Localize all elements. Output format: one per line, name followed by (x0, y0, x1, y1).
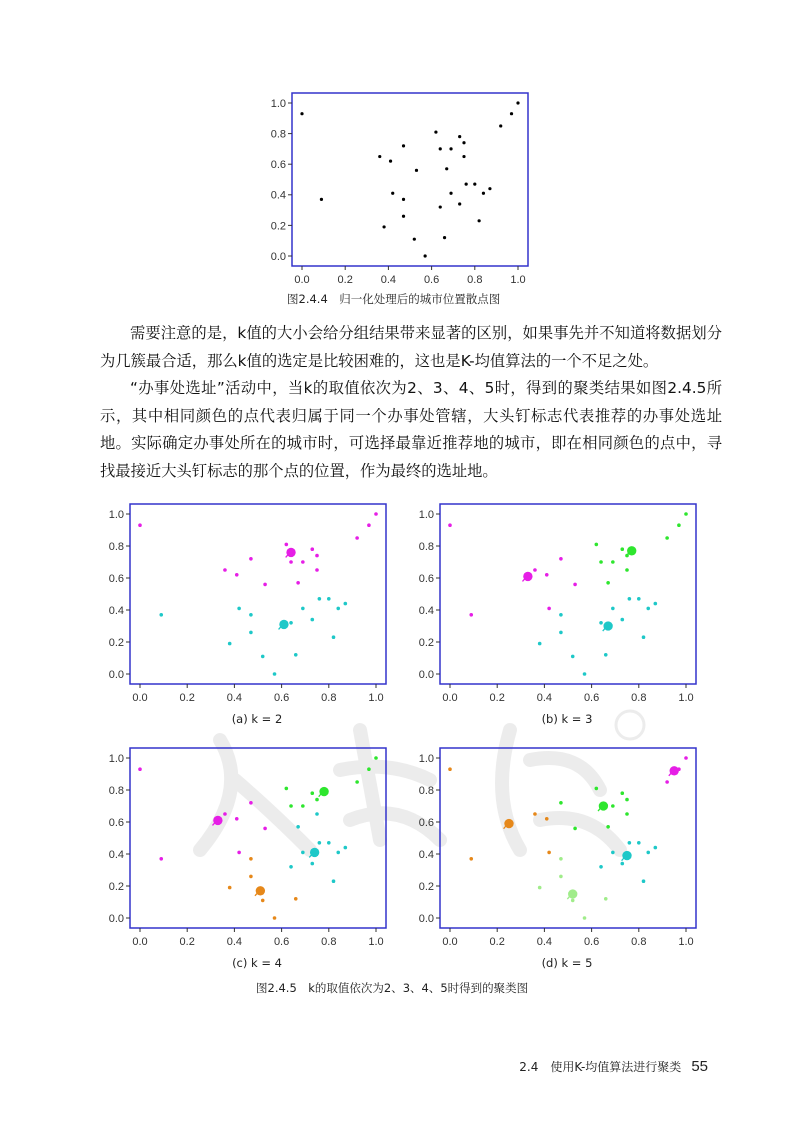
data-point (439, 205, 442, 208)
data-point-cyan (611, 607, 615, 611)
plot-frame (292, 93, 528, 266)
data-point-cyan (611, 851, 615, 855)
data-point-green (677, 523, 681, 527)
x-tick-label: 1.0 (678, 936, 694, 948)
y-tick-label: 0.6 (270, 159, 286, 172)
data-point (378, 155, 381, 158)
footer-section-title: 2.4 使用K-均值算法进行聚类 (519, 1060, 682, 1074)
data-point-cyan (642, 635, 646, 639)
data-point-orange (469, 857, 473, 861)
x-tick-label: 0.8 (321, 936, 337, 948)
data-point-magenta (355, 536, 359, 540)
data-point-orange (545, 817, 549, 821)
subcaption-k3: (b) k = 3 (541, 712, 593, 726)
data-point (391, 192, 394, 195)
data-point-magenta (559, 557, 563, 561)
data-point-cyan (336, 851, 340, 855)
data-point-cyan (620, 618, 624, 622)
pushpin-centroid-cyan (622, 851, 632, 861)
data-point-orange (294, 897, 298, 901)
data-point-magenta (237, 851, 241, 855)
data-point-cyan (628, 597, 632, 601)
pushpin-centroid-magenta (286, 548, 296, 558)
paragraph-site-selection: “办事处选址”活动中，当k的取值依次为2、3、4、5时，得到的聚类结果如图2.4.5所示，其中相同颜色的点代表归属于同一个办事处管辖，大头钉标志代表推荐的办事处选址地。实际确定办事处所在的城市时，可选择最靠近推荐地的城市，即在相同颜色的点中，寻找最接近大头钉标志的那个点的位置，作为最终的选址地。 (100, 379, 722, 480)
data-point-cyan (318, 597, 322, 601)
x-tick-label: 0.4 (536, 692, 553, 704)
data-point-cyan (344, 602, 348, 606)
data-point-cyan (249, 613, 253, 617)
data-point-green (285, 787, 289, 791)
y-tick-label: 1.0 (418, 508, 434, 521)
chart-cluster-k5 (402, 740, 712, 956)
data-point-cyan (646, 851, 650, 855)
data-point-magenta (367, 523, 371, 527)
y-tick-label: 0.4 (270, 189, 286, 202)
data-point-cyan (310, 618, 314, 622)
y-tick-label: 0.2 (418, 880, 434, 893)
data-point-lightgreen (583, 916, 587, 920)
data-point-magenta (249, 557, 253, 561)
x-tick-label: 0.6 (583, 692, 600, 704)
data-point-magenta (138, 523, 142, 527)
x-tick-label: 1.0 (368, 692, 384, 704)
y-tick-label: 0.0 (418, 912, 434, 925)
data-point-magenta (223, 812, 227, 816)
data-point-green (684, 512, 688, 516)
y-tick-label: 1.0 (108, 752, 124, 765)
data-point (320, 198, 323, 201)
pushpin-centroid-cyan (603, 621, 613, 631)
x-tick-label: 0.0 (442, 692, 458, 704)
data-point-cyan (559, 613, 563, 617)
pushpin-centroid-green (626, 546, 636, 556)
data-point-green (625, 798, 629, 802)
data-point-cyan (237, 607, 241, 611)
data-point-orange (448, 767, 452, 771)
data-point-cyan (332, 879, 336, 883)
data-point (300, 112, 303, 115)
subcaption-k5: (d) k = 5 (541, 956, 593, 970)
data-point-cyan (294, 653, 298, 657)
data-point-green (374, 756, 378, 760)
data-point-cyan (332, 635, 336, 639)
y-tick-label: 0.4 (418, 604, 434, 617)
data-point-cyan (318, 841, 322, 845)
data-point-magenta (315, 568, 319, 572)
data-point (424, 254, 427, 257)
data-point-green (611, 804, 615, 808)
x-tick-label: 0.6 (273, 692, 290, 704)
data-point (449, 147, 452, 150)
data-point-green (620, 547, 624, 551)
data-point-cyan (642, 879, 646, 883)
data-point-orange (261, 899, 265, 903)
data-point-cyan (315, 812, 319, 816)
y-tick-label: 0.6 (418, 572, 434, 585)
figure-caption-top: 图2.4.4 归一化处理后的城市位置散点图 (287, 292, 501, 306)
x-tick-label: 0.6 (423, 274, 440, 286)
data-point-green (599, 560, 603, 564)
data-point (434, 130, 437, 133)
data-point (482, 192, 485, 195)
data-point-cyan (289, 865, 293, 869)
data-point-cyan (571, 655, 575, 659)
data-point-green (611, 560, 615, 564)
x-tick-label: 1.0 (368, 936, 384, 948)
data-point-orange (273, 916, 277, 920)
y-tick-label: 1.0 (418, 752, 434, 765)
pushpin-centroid-cyan (279, 620, 289, 630)
y-tick-label: 0.0 (270, 250, 286, 263)
x-tick-label: 0.6 (273, 936, 290, 948)
plot-frame (440, 748, 696, 928)
data-point-cyan (538, 642, 542, 646)
page-footer (519, 1058, 708, 1075)
x-tick-label: 0.4 (226, 936, 243, 948)
data-point-green (625, 812, 629, 816)
data-point-magenta (159, 857, 163, 861)
pushpin-centroid-orange (255, 886, 265, 896)
data-point-green (301, 804, 305, 808)
y-tick-label: 0.4 (418, 848, 434, 861)
data-point-lightgreen (559, 875, 563, 879)
plot-frame (130, 748, 386, 928)
data-point (402, 215, 405, 218)
data-point-magenta (289, 560, 293, 564)
chart-cluster-k2 (92, 496, 402, 712)
data-point-green (606, 825, 610, 829)
paragraph-note: 需要注意的是，k值的大小会给分组结果带来显著的区别，如果事先并不知道将数据划分为几簇最合适，那么k值的选定是比较困难的，这也是K-均值算法的一个不足之处。 (100, 324, 722, 370)
x-tick-label: 0.8 (631, 936, 647, 948)
x-tick-label: 0.8 (467, 274, 483, 286)
data-point-cyan (327, 597, 331, 601)
data-point-cyan (289, 621, 293, 625)
figure-caption-bottom: 图2.4.5 k的取值依次为2、3、4、5时得到的聚类图 (256, 981, 529, 995)
y-tick-label: 0.6 (108, 816, 124, 829)
data-point-orange (249, 857, 253, 861)
x-tick-label: 1.0 (678, 692, 694, 704)
data-point (402, 198, 405, 201)
data-point-orange (533, 812, 537, 816)
data-point-magenta (469, 613, 473, 617)
x-tick-label: 0.0 (442, 936, 458, 948)
data-point-orange (547, 851, 551, 855)
data-point-orange (249, 875, 253, 879)
y-tick-label: 0.2 (418, 636, 434, 649)
y-tick-label: 0.2 (270, 220, 286, 233)
data-point-cyan (646, 607, 650, 611)
y-tick-label: 0.8 (270, 128, 286, 141)
data-point-cyan (654, 602, 658, 606)
y-tick-label: 0.8 (108, 784, 124, 797)
data-point (499, 124, 502, 127)
pushpin-centroid-green (319, 787, 329, 797)
data-point-magenta (138, 767, 142, 771)
x-tick-label: 0.2 (337, 274, 353, 286)
data-point-magenta (285, 543, 289, 547)
data-point-green (367, 767, 371, 771)
chart-normalized-scatter (262, 88, 542, 288)
data-point-cyan (599, 621, 603, 625)
y-tick-label: 1.0 (270, 97, 286, 110)
data-point (439, 147, 442, 150)
data-point-magenta (263, 827, 267, 831)
data-point-cyan (628, 841, 632, 845)
pushpin-centroid-lightgreen (567, 889, 577, 899)
data-point-lightgreen (604, 897, 608, 901)
subcaption-k4: (c) k = 4 (232, 956, 282, 970)
data-point (413, 238, 416, 241)
x-tick-label: 0.0 (132, 936, 148, 948)
data-point (415, 169, 418, 172)
data-point-magenta (249, 801, 253, 805)
data-point-magenta (547, 607, 551, 611)
x-tick-label: 0.8 (631, 692, 647, 704)
data-point-green (573, 827, 577, 831)
x-tick-label: 0.4 (226, 692, 243, 704)
data-point (473, 182, 476, 185)
data-point-green (289, 804, 293, 808)
x-tick-label: 0.4 (380, 274, 397, 286)
data-point-cyan (599, 865, 603, 869)
y-tick-label: 0.2 (108, 636, 124, 649)
data-point-green (595, 543, 599, 547)
x-tick-label: 0.2 (179, 692, 195, 704)
data-point-cyan (637, 597, 641, 601)
y-tick-label: 0.8 (418, 784, 434, 797)
data-point-magenta (448, 523, 452, 527)
data-point-cyan (159, 613, 163, 617)
y-tick-label: 0.2 (108, 880, 124, 893)
data-point-magenta (263, 583, 267, 587)
y-tick-label: 0.4 (108, 848, 124, 861)
data-point-magenta (235, 817, 239, 821)
data-point-magenta (301, 560, 305, 564)
data-point-magenta (545, 573, 549, 577)
y-tick-label: 0.0 (108, 668, 124, 681)
data-point-cyan (583, 672, 587, 676)
data-point (449, 192, 452, 195)
plot-frame (440, 504, 696, 684)
data-point-cyan (273, 672, 277, 676)
data-point-green (665, 536, 669, 540)
y-tick-label: 0.0 (108, 912, 124, 925)
subcaption-k2: (a) k = 2 (231, 712, 283, 726)
pushpin-centroid-green (598, 801, 608, 811)
chart-cluster-k3 (402, 496, 712, 712)
data-point-cyan (261, 655, 265, 659)
data-point-cyan (249, 631, 253, 635)
data-point-cyan (327, 841, 331, 845)
x-tick-label: 0.2 (489, 692, 505, 704)
x-tick-label: 0.4 (536, 936, 553, 948)
y-tick-label: 0.4 (108, 604, 124, 617)
data-point-cyan (344, 846, 348, 850)
data-point-green (310, 791, 314, 795)
data-point (389, 160, 392, 163)
data-point (443, 236, 446, 239)
y-tick-label: 0.6 (108, 572, 124, 585)
data-point-magenta (533, 568, 537, 572)
data-point-lightgreen (559, 857, 563, 861)
data-point (516, 101, 519, 104)
data-point-cyan (301, 851, 305, 855)
pushpin-centroid-orange (504, 819, 514, 829)
x-tick-label: 1.0 (510, 274, 526, 286)
data-point-magenta (315, 554, 319, 558)
data-point-green (625, 568, 629, 572)
x-tick-label: 0.2 (179, 936, 195, 948)
data-point-cyan (559, 631, 563, 635)
data-point-cyan (310, 862, 314, 866)
data-point (462, 155, 465, 158)
data-point-cyan (654, 846, 658, 850)
data-point (510, 112, 513, 115)
x-tick-label: 0.0 (132, 692, 148, 704)
pushpin-centroid-magenta (669, 766, 679, 776)
page-number: 55 (691, 1058, 708, 1075)
data-point (445, 167, 448, 170)
plot-frame (130, 504, 386, 684)
data-point-green (620, 791, 624, 795)
pushpin-centroid-magenta (522, 572, 532, 582)
data-point-magenta (665, 780, 669, 784)
data-point-green (606, 581, 610, 585)
data-point (458, 202, 461, 205)
data-point-green (315, 798, 319, 802)
data-point-lightgreen (571, 899, 575, 903)
data-point-green (595, 787, 599, 791)
pushpin-centroid-magenta (212, 816, 222, 826)
data-point-cyan (637, 841, 641, 845)
data-point-magenta (573, 583, 577, 587)
data-point-cyan (604, 653, 608, 657)
data-point-cyan (336, 607, 340, 611)
data-point (458, 135, 461, 138)
y-tick-label: 0.0 (418, 668, 434, 681)
data-point-lightgreen (538, 886, 542, 890)
y-tick-label: 0.8 (418, 540, 434, 553)
data-point-magenta (223, 568, 227, 572)
data-point-cyan (228, 642, 232, 646)
x-tick-label: 0.8 (321, 692, 337, 704)
data-point-magenta (684, 756, 688, 760)
chart-cluster-k4 (92, 740, 402, 956)
data-point-magenta (374, 512, 378, 516)
y-tick-label: 0.6 (418, 816, 434, 829)
pushpin-centroid-cyan (309, 848, 319, 858)
data-point-green (355, 780, 359, 784)
data-point (478, 219, 481, 222)
data-point (402, 144, 405, 147)
y-tick-label: 1.0 (108, 508, 124, 521)
data-point-cyan (296, 825, 300, 829)
x-tick-label: 0.2 (489, 936, 505, 948)
data-point-magenta (235, 573, 239, 577)
data-point-cyan (301, 607, 305, 611)
data-point (382, 225, 385, 228)
y-tick-label: 0.8 (108, 540, 124, 553)
data-point-cyan (620, 862, 624, 866)
data-point (488, 187, 491, 190)
data-point-magenta (310, 547, 314, 551)
data-point-magenta (296, 581, 300, 585)
data-point (462, 141, 465, 144)
data-point-green (559, 801, 563, 805)
data-point (465, 182, 468, 185)
x-tick-label: 0.0 (294, 274, 310, 286)
data-point-orange (228, 886, 232, 890)
x-tick-label: 0.6 (583, 936, 600, 948)
